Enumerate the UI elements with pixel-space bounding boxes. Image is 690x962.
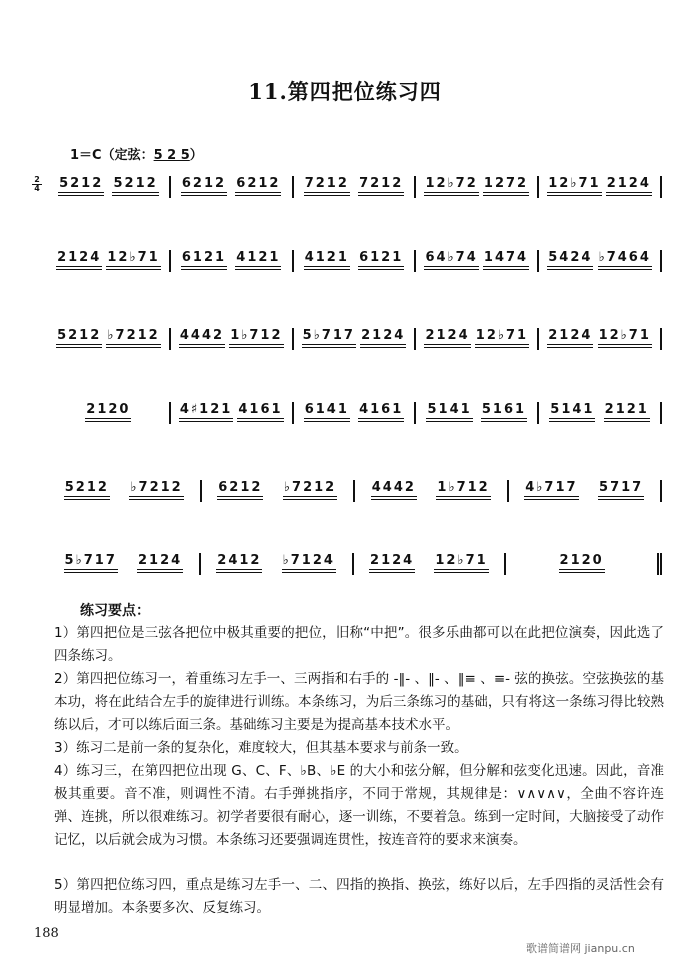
beat-group: 2124 [425, 328, 470, 343]
measure [48, 402, 171, 424]
beat-group: 7212 [359, 176, 404, 191]
beat-group: 6121 [359, 250, 404, 265]
beat-group: 6212 [236, 176, 281, 191]
beat-group: 5717 [599, 480, 644, 495]
beat-group: 6212 [181, 176, 227, 191]
beat-group: 5424 [548, 250, 593, 265]
beat-group: 12♭71 [435, 553, 488, 568]
beat-group: 4♭717 [525, 480, 578, 495]
measure [201, 553, 354, 575]
beat-group: 2124 [137, 553, 183, 568]
beat-group: 4161 [359, 402, 404, 417]
measure [48, 553, 201, 575]
beat-group: 5212 [59, 176, 104, 191]
note-paragraph-3: 3）练习二是前一条的复杂化，难度较大，但其基本要求与前条一致。 [54, 740, 468, 756]
measure [48, 480, 202, 502]
beat-group: ♭7212 [107, 328, 160, 343]
beat-group: 6212 [218, 480, 263, 495]
measure [171, 402, 294, 424]
beat-group: 2124 [548, 328, 593, 343]
measure [539, 328, 662, 350]
page-title: 11.第四把位练习四 [248, 79, 442, 104]
measure [539, 250, 662, 272]
staff-line [48, 328, 662, 350]
measure [294, 328, 417, 350]
beat-group: 6121 [181, 250, 227, 265]
key-label: 1＝C（定弦： [70, 148, 154, 163]
measure [506, 553, 662, 575]
measure [294, 250, 417, 272]
measure [294, 402, 417, 424]
beat-group: 4442 [179, 328, 225, 343]
note-paragraph-5: 5）第四把位练习四，重点是练习左手一、二、四指的换指、换弦，练好以后，左手四指的灵活性会有明显增加。本条要多次、反复练习。 [54, 877, 664, 916]
beat-group: 12♭71 [107, 250, 160, 265]
beat-group: 5141 [427, 402, 472, 417]
notes-heading: 练习要点： [80, 603, 150, 619]
staff-line [48, 250, 662, 272]
measure [416, 328, 539, 350]
measure [171, 328, 294, 350]
measure [171, 250, 294, 272]
note-paragraph-1: 1）第四把位是三弦各把位中极其重要的把位，旧称“中把”。很多乐曲都可以在此把位演奏，因此选了四条练习。 [54, 625, 664, 664]
measure [354, 553, 507, 575]
tuning-notes: 5 2 5 [153, 148, 190, 163]
key-signature [70, 144, 203, 163]
measure-row [48, 328, 662, 350]
staff-line [34, 175, 662, 198]
measure [539, 176, 662, 198]
beat-group: 1♭712 [437, 480, 490, 495]
beat-group: 12♭72 [425, 176, 478, 191]
measure [202, 480, 356, 502]
beat-group: 4161 [238, 402, 283, 417]
beat-group: 5141 [550, 402, 595, 417]
watermark: 歌谱简谱网 jianpu.cn [526, 942, 635, 955]
note-paragraph-2: 2）第四把位练习一，着重练习左手一、三两指和右手的 -‖- 、‖- 、‖≡ 、≡- 弦的换弦。空弦换弦的基本功，将在此结合左手的旋律进行训练。本条练习，为后三条练习的基础，只有将这一条练习得比较熟练以后，才可以练后面三条。基础练习主要是为提高基本技术水平。 [54, 671, 664, 733]
measure [171, 176, 294, 198]
key-close: ） [189, 148, 203, 163]
beat-group: 12♭71 [598, 328, 651, 343]
beat-group: 4121 [304, 250, 349, 265]
beat-group: 1♭712 [230, 328, 283, 343]
page-number: 188 [34, 926, 59, 941]
beat-group: 5♭717 [302, 328, 355, 343]
beat-group: 5212 [57, 328, 102, 343]
beat-group: 2124 [370, 553, 415, 568]
time-signature-bottom: 4 [34, 184, 40, 193]
measure [416, 250, 539, 272]
beat-group: 4442 [371, 480, 416, 495]
measure [48, 176, 171, 198]
measure [416, 176, 539, 198]
measure-row [48, 553, 662, 575]
measure [539, 402, 662, 424]
staff-line [48, 553, 662, 575]
beat-group: 5161 [481, 402, 527, 417]
time-signature-top: 2 [32, 176, 42, 185]
note-paragraph-4: 4）练习三，在第四把位出现 G、C、F、♭B、♭E 的大小和弦分解，但分解和弦变化迅速。因此，音准极其重要。音不准，则调性不清。右手弹挑指序，不同于常规，其规律是：∨∧∨∧∨，全曲不容许连弹、连挑，所以很难练习。初学者要很有耐心，逐一训练，不要着急。练到一定时间，大脑接受了动作记忆，以后就会成为习惯。本条练习还要强调连贯性，按连音符的要求来演奏。 [54, 763, 664, 848]
beat-group: 4♯121 [179, 402, 233, 417]
measure-row [48, 176, 662, 198]
beat-group: ♭7212 [283, 480, 337, 495]
measure-row [48, 402, 662, 424]
time-signature [32, 176, 42, 193]
measure-row [48, 480, 662, 502]
beat-group: 6141 [304, 402, 349, 417]
measure [416, 402, 539, 424]
beat-group: ♭7212 [130, 480, 183, 495]
beat-group: ♭7124 [282, 553, 335, 568]
beat-group: 5212 [64, 480, 109, 495]
beat-group: 12♭71 [548, 176, 601, 191]
beat-group: 12♭71 [475, 328, 529, 343]
beat-group: 1474 [483, 250, 529, 265]
beat-group: 5♭717 [64, 553, 117, 568]
beat-group: 2124 [606, 176, 651, 191]
measure [48, 328, 171, 350]
beat-group: 4121 [236, 250, 281, 265]
beat-group: 2124 [57, 250, 102, 265]
beat-group: 2121 [604, 402, 649, 417]
beat-group: 2124 [361, 328, 406, 343]
beat-group: 7212 [304, 176, 349, 191]
staff-line [48, 480, 662, 502]
beat-group: 2120 [559, 553, 604, 568]
beat-group: 64♭74 [425, 250, 478, 265]
measure [48, 250, 171, 272]
beat-group: 5212 [113, 176, 158, 191]
beat-group: 2120 [86, 402, 131, 417]
measure [294, 176, 417, 198]
beat-group: 1272 [483, 176, 529, 191]
staff-line [48, 402, 662, 424]
measure [355, 480, 509, 502]
measure-row [48, 250, 662, 272]
beat-group: 2412 [217, 553, 262, 568]
beat-group: ♭7464 [598, 250, 651, 265]
measure [509, 480, 663, 502]
